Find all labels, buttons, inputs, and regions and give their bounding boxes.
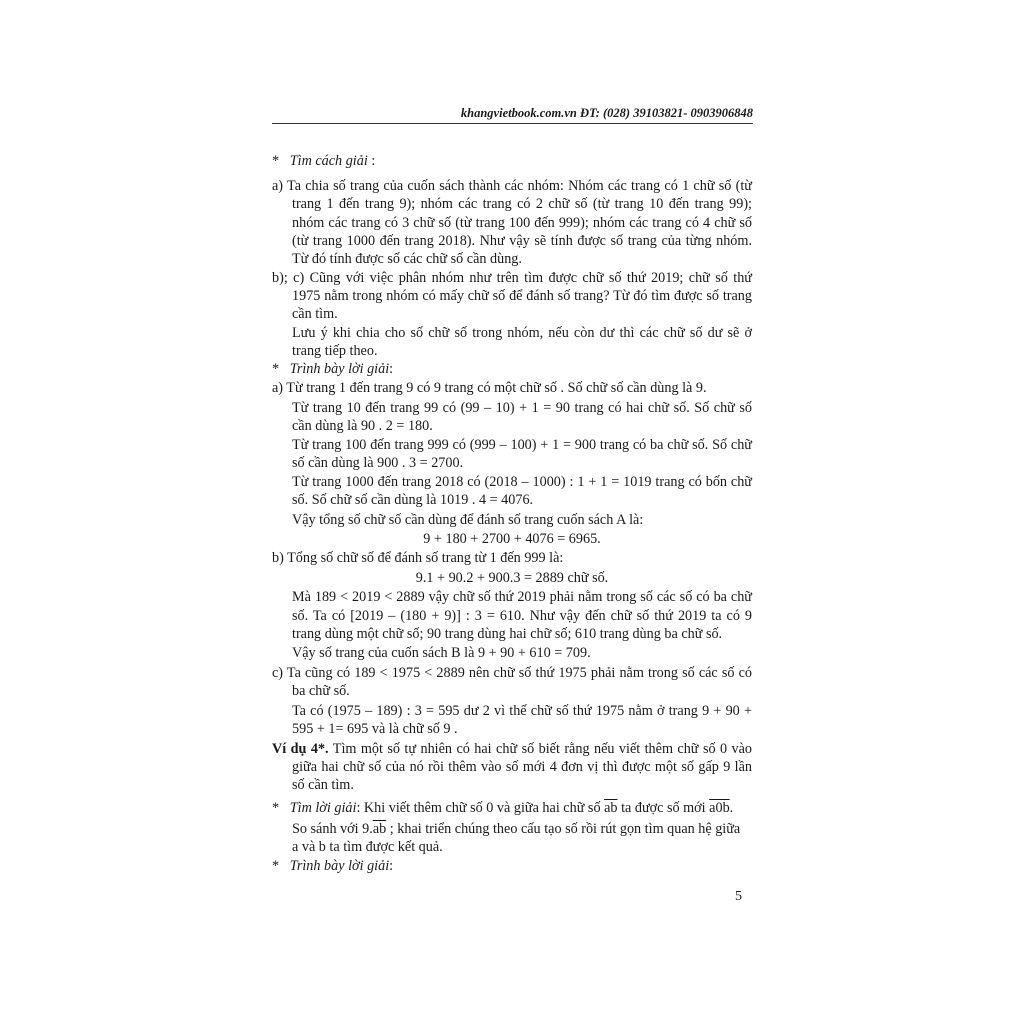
page-number: 5 bbox=[735, 889, 742, 904]
bullet-star: * bbox=[272, 153, 280, 169]
example-4-heading bbox=[272, 740, 752, 758]
text-line: Từ trang 10 đến trang 99 có (99 – 10) + 1 = 90 trang có hai chữ số. Số chữ số bbox=[292, 400, 752, 416]
text-span: : bbox=[389, 361, 394, 377]
text-line: cần tìm. bbox=[292, 306, 338, 322]
text-line: cần dùng là 90 . 2 = 180. bbox=[292, 418, 433, 434]
text-line: Từ trang 1000 đến trang 2018 có (2018 – 1000) : 1 + 1 = 1019 trang có bốn chữ bbox=[292, 474, 752, 490]
text-line: Ta có (1975 – 189) : 3 = 595 dư 2 vì thế chữ số thứ 1975 nằm ở trang 9 + 90 + bbox=[292, 703, 752, 719]
text-line: số. Số chữ số cần dùng là 1019 . 4 = 4076. bbox=[292, 492, 534, 508]
text-line: b); c) Cũng với việc phân nhóm như trên tìm được chữ số thứ 2019; chữ số thứ bbox=[272, 270, 752, 286]
text-line: 1975 nằm trong nhóm có mấy chữ số để đánh số trang? Từ đó tìm được số trang bbox=[292, 288, 752, 304]
section-label: Trình bày lời giải bbox=[289, 858, 390, 874]
heading-trinh-bay-loi-giai bbox=[272, 360, 393, 378]
text-line: trang tiếp theo. bbox=[292, 343, 378, 359]
heading-tim-cach-giai bbox=[272, 152, 375, 170]
overline-ab: $\overline{ab}$ bbox=[372, 821, 387, 837]
text-line bbox=[292, 820, 740, 838]
text-line: số cần tìm. bbox=[292, 777, 354, 793]
text-line: a) Ta chia số trang của cuốn sách thành các nhóm: Nhóm các trang có 1 chữ số (từ bbox=[272, 178, 752, 194]
text-line: 595 + 1= 695 và là chữ số 9 . bbox=[292, 721, 458, 737]
text-line: Lưu ý khi chia cho số chữ số trong nhóm, nếu còn dư thì các chữ số dư sẽ ở bbox=[292, 325, 752, 341]
text-line: b) Tổng số chữ số để đánh số trang từ 1 đến 999 là: bbox=[272, 550, 564, 566]
text-line: Từ trang 100 đến trang 999 có (999 – 100) + 1 = 900 trang có ba chữ số. Số chữ bbox=[292, 437, 752, 453]
bullet-star: * bbox=[272, 858, 280, 874]
section-label: Trình bày lời giải bbox=[289, 361, 390, 377]
text-line: c) Ta cũng có 189 < 1975 < 2889 nên chữ số thứ 1975 phải nằm trong số các số có bbox=[272, 665, 752, 681]
text-line: Từ đó tính được số các chữ số cần dùng. bbox=[292, 251, 522, 267]
equation-line: 9.1 + 90.2 + 900.3 = 2889 chữ số. bbox=[415, 570, 609, 586]
text-line: số cần dùng là 900 . 3 = 2700. bbox=[292, 455, 464, 471]
equation-line: 9 + 180 + 2700 + 4076 = 6965. bbox=[423, 531, 601, 547]
heading-trinh-bay-loi-giai-2 bbox=[272, 857, 393, 875]
overline-a0b: a0b bbox=[709, 800, 730, 816]
text-line: giữa hai chữ số của nó rồi thêm vào số mới 4 đơn vị thì được một số gấp 9 lần bbox=[292, 759, 752, 775]
text-line: ba chữ số. bbox=[292, 683, 350, 699]
text-line: trang 1 đến trang 9); nhóm các trang có 2 chữ số (từ trang 10 đến trang 99); bbox=[292, 196, 752, 212]
text-line: (từ trang 1000 đến trang 2018). Như vậy sẽ tính được số trang của từng nhóm. bbox=[292, 233, 752, 249]
text-span: : bbox=[389, 858, 394, 874]
text-span: : Khi viết thêm chữ số 0 và giữa hai chữ số bbox=[356, 800, 605, 816]
text-line: số. Ta có [2019 – (180 + 9)] : 3 = 610. Như vậy đến chữ số thứ 2019 ta có 9 bbox=[292, 608, 752, 624]
section-label: Tìm cách giải bbox=[289, 153, 368, 169]
text-line: nhóm các trang có 3 chữ số (từ trang 100 đến 999); nhóm các trang có 4 chữ số bbox=[292, 215, 752, 231]
overline-ab: $\overline{ab}$ bbox=[604, 800, 618, 816]
text-span: ; khai triển chúng theo cấu tạo số rồi rút gọn tìm quan hệ giữa bbox=[386, 821, 741, 837]
text-span: ta được số mới bbox=[617, 800, 710, 816]
heading-tim-loi-giai bbox=[272, 799, 733, 817]
text-line: Mà 189 < 2019 < 2889 vậy chữ số thứ 2019 phải nằm trong số các số có ba chữ bbox=[292, 589, 752, 605]
text-span: : bbox=[367, 153, 376, 169]
text-line: trang dùng một chữ số; 90 trang dùng hai chữ số; 610 trang dùng ba chữ số. bbox=[292, 626, 723, 642]
text-span: . bbox=[729, 800, 734, 816]
bullet-star: * bbox=[272, 800, 280, 816]
text-line: Vậy số trang của cuốn sách B là 9 + 90 + 610 = 709. bbox=[292, 645, 591, 661]
page-header: khangvietbook.com.vn ĐT: (028) 39103821- 0903906848 bbox=[460, 106, 753, 120]
text-span: So sánh với 9. bbox=[292, 821, 373, 837]
bullet-star: * bbox=[272, 361, 280, 377]
text-line: a và b ta tìm được kết quả. bbox=[292, 839, 443, 855]
header-rule bbox=[272, 123, 753, 124]
text-span: Tìm một số tự nhiên có hai chữ số biết rằng nếu viết thêm chữ số 0 vào bbox=[328, 741, 753, 757]
text-line: Vậy tổng số chữ số cần dùng để đánh số trang cuốn sách A là: bbox=[292, 512, 644, 528]
section-label: Tìm lời giải bbox=[289, 800, 357, 816]
example-label: Ví dụ 4*. bbox=[272, 741, 329, 757]
text-line: a) Từ trang 1 đến trang 9 có 9 trang có một chữ số . Số chữ số cần dùng là 9. bbox=[272, 380, 707, 396]
